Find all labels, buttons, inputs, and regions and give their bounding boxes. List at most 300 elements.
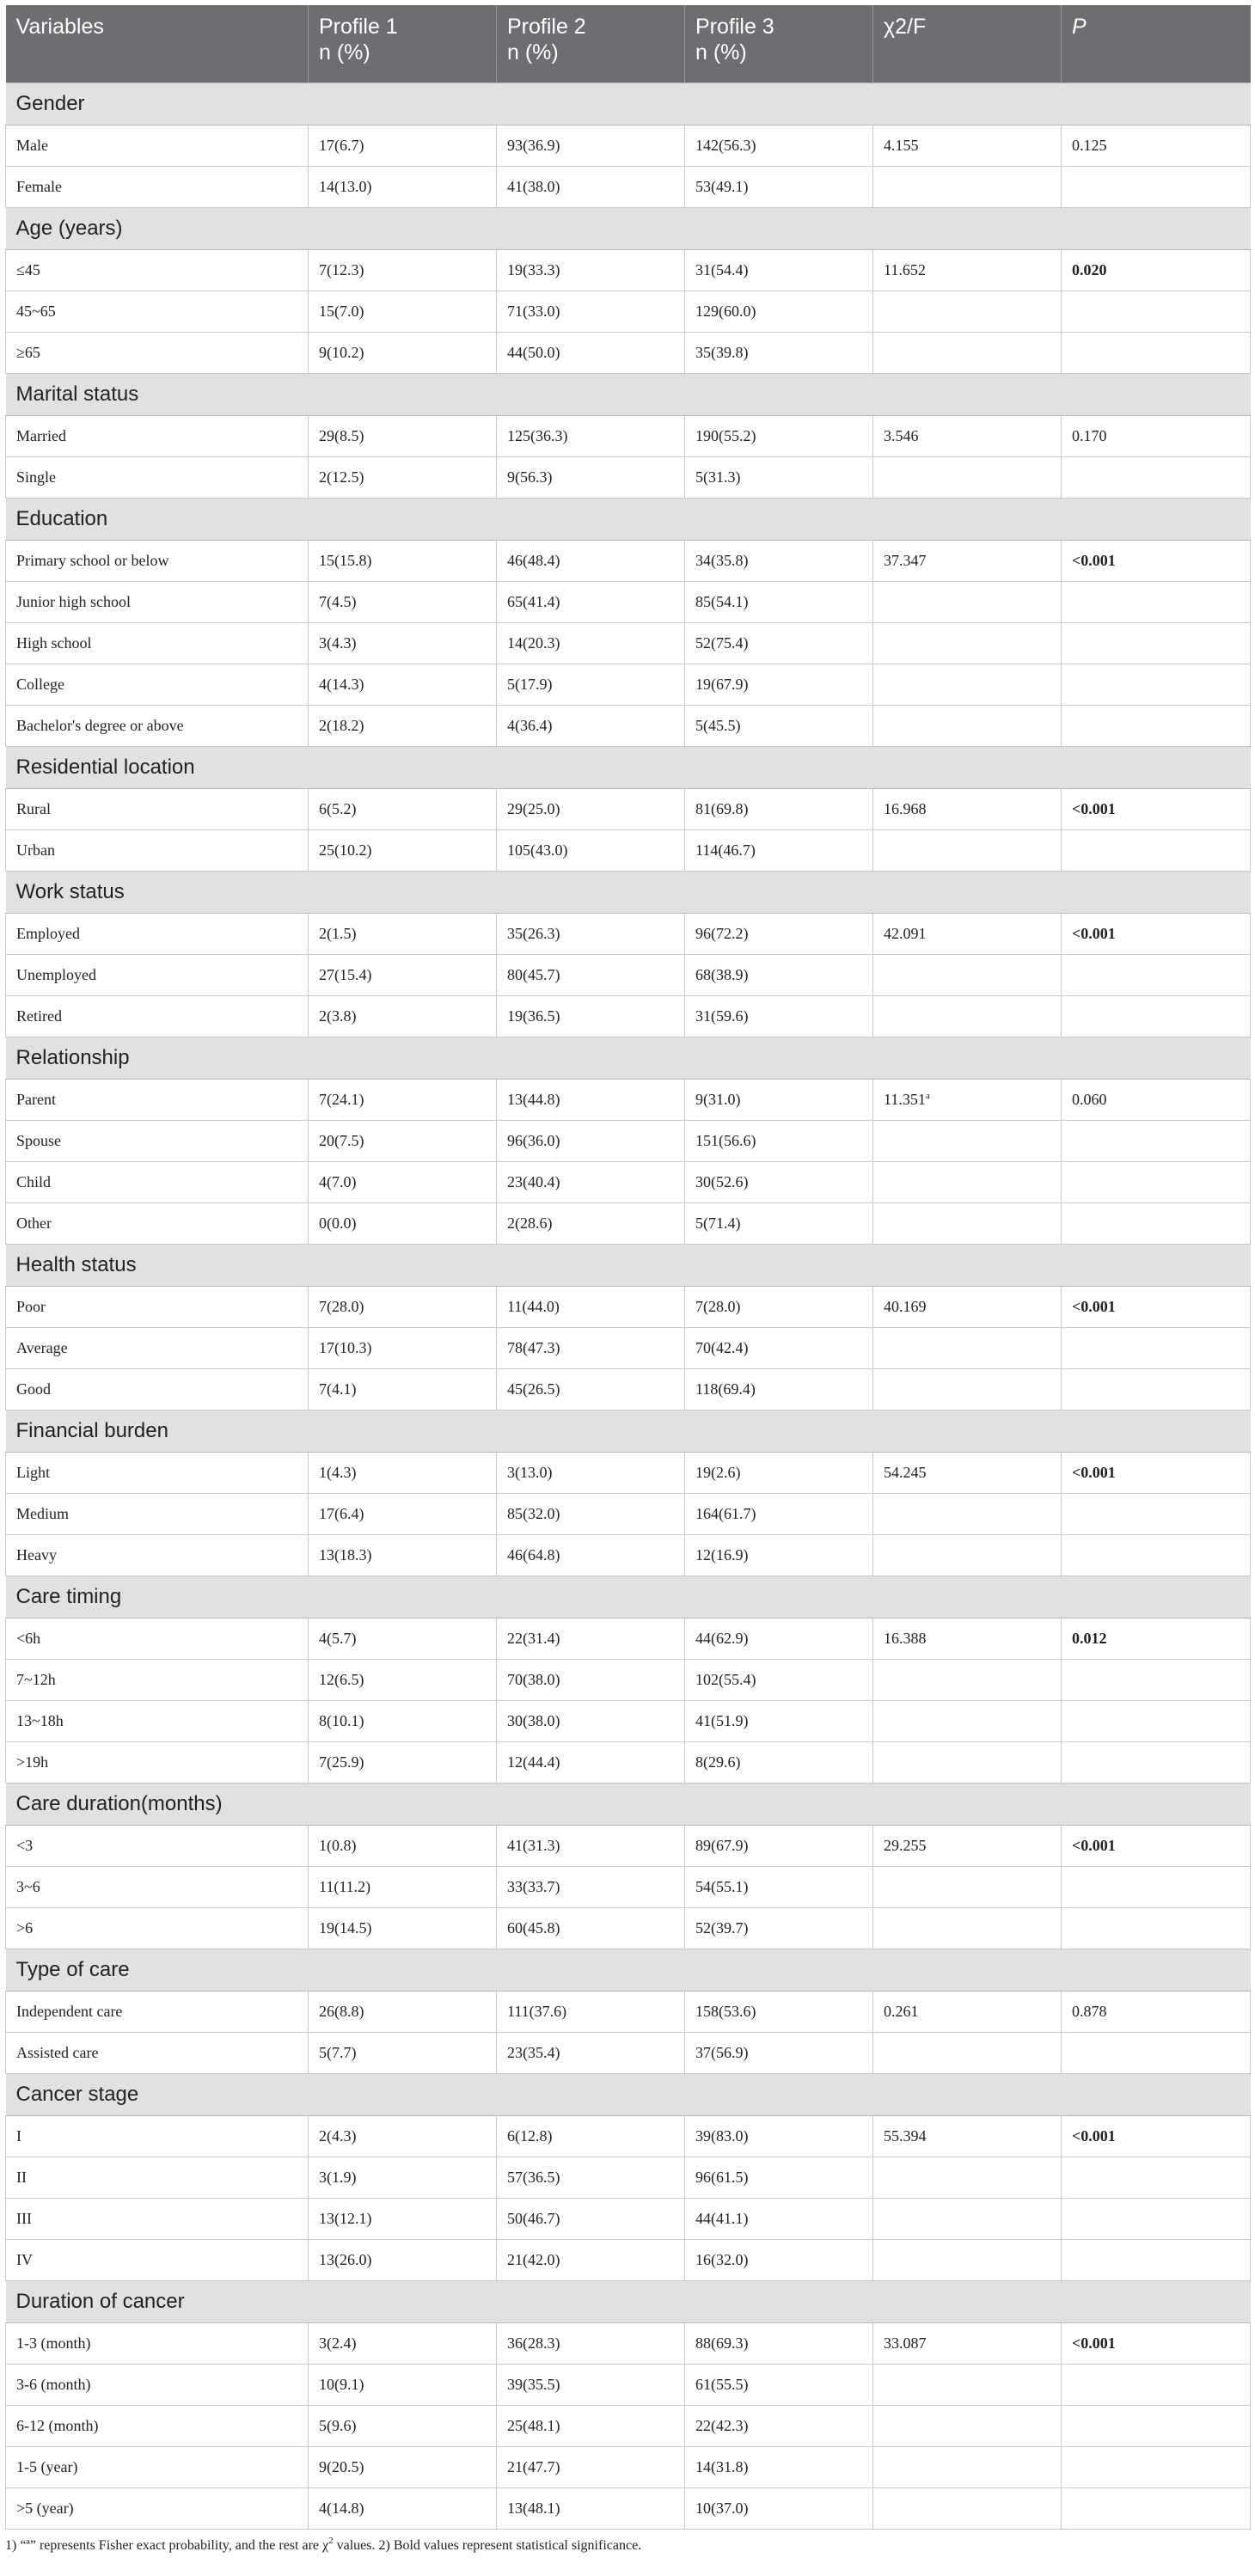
table-row	[6, 2033, 1251, 2074]
profile-2-value: 19(36.5)	[497, 996, 685, 1037]
profile-3-value: 89(67.9)	[685, 1826, 873, 1867]
row-label: High school	[6, 623, 309, 664]
chi2-f-text: 0.261	[884, 2003, 919, 2020]
p-value: 0.020	[1062, 250, 1251, 291]
p-value: 0.060	[1062, 1080, 1251, 1121]
chi2-f-value	[873, 664, 1062, 706]
row-label: Parent	[6, 1080, 309, 1121]
table-row	[6, 955, 1251, 996]
chi2-f-value	[873, 996, 1062, 1037]
chi2-f-value	[873, 1369, 1062, 1410]
group-title: Health status	[6, 1245, 1251, 1287]
table-row	[6, 1080, 1251, 1121]
p-value: 0.170	[1062, 416, 1251, 457]
profile-3-value: 158(53.6)	[685, 1992, 873, 2033]
row-label: 6-12 (month)	[6, 2406, 309, 2447]
chi2-f-value	[873, 1867, 1062, 1908]
profile-1-value: 2(1.5)	[309, 914, 497, 955]
chi2-f-value	[873, 582, 1062, 623]
table-row	[6, 1701, 1251, 1742]
chi2-f-value	[873, 789, 1062, 830]
p-value: <0.001	[1062, 914, 1251, 955]
profile-2-value: 80(45.7)	[497, 955, 685, 996]
profile-2-value: 25(48.1)	[497, 2406, 685, 2447]
profile-1-value: 13(18.3)	[309, 1535, 497, 1576]
profile-1-value: 6(5.2)	[309, 789, 497, 830]
profile-2-value: 71(33.0)	[497, 291, 685, 333]
profile-1-value: 8(10.1)	[309, 1701, 497, 1742]
table-row	[6, 1742, 1251, 1784]
profile-3-value: 70(42.4)	[685, 1328, 873, 1369]
p-value	[1062, 955, 1251, 996]
table-row	[6, 1369, 1251, 1410]
p-value: <0.001	[1062, 1287, 1251, 1328]
chi2-f-value	[873, 830, 1062, 872]
profile-3-value: 151(56.6)	[685, 1121, 873, 1162]
profile-3-value: 52(75.4)	[685, 623, 873, 664]
row-label: Light	[6, 1453, 309, 1494]
chi2-f-text: 55.394	[884, 2127, 927, 2145]
profile-1-value: 17(6.4)	[309, 1494, 497, 1535]
profile-2-value: 65(41.4)	[497, 582, 685, 623]
profile-1-value: 13(26.0)	[309, 2240, 497, 2281]
profile-1-value: 5(9.6)	[309, 2406, 497, 2447]
profile-3-value: 39(83.0)	[685, 2116, 873, 2157]
row-label: >19h	[6, 1742, 309, 1784]
p-value: <0.001	[1062, 1453, 1251, 1494]
table-row	[6, 1494, 1251, 1535]
group-header-row	[6, 374, 1251, 416]
group-header-row	[6, 499, 1251, 541]
chi2-f-value	[873, 955, 1062, 996]
profile-2-value: 19(33.3)	[497, 250, 685, 291]
chi2-f-text: 11.652	[884, 261, 926, 278]
p-value	[1062, 2157, 1251, 2199]
group-header-row	[6, 1784, 1251, 1826]
chi2-f-value	[873, 1701, 1062, 1742]
chi2-f-value	[873, 1742, 1062, 1784]
group-title: Age (years)	[6, 208, 1251, 250]
profile-3-value: 19(2.6)	[685, 1453, 873, 1494]
chi2-f-text: 33.087	[884, 2334, 927, 2352]
profile-2-value: 41(38.0)	[497, 167, 685, 208]
table-row	[6, 333, 1251, 374]
group-title: Work status	[6, 872, 1251, 914]
profile-1-value: 25(10.2)	[309, 830, 497, 872]
profile-2-value: 13(48.1)	[497, 2488, 685, 2530]
row-label: Good	[6, 1369, 309, 1410]
profile-1-value: 13(12.1)	[309, 2199, 497, 2240]
profile-1-value: 3(2.4)	[309, 2323, 497, 2365]
header-profile-1: Profile 1 n (%)	[309, 5, 497, 83]
chi2-f-value	[873, 333, 1062, 374]
group-header-row	[6, 208, 1251, 250]
profile-2-value: 45(26.5)	[497, 1369, 685, 1410]
p-value	[1062, 167, 1251, 208]
p-value	[1062, 2365, 1251, 2406]
row-label: Average	[6, 1328, 309, 1369]
p-value	[1062, 1701, 1251, 1742]
row-label: 3~6	[6, 1867, 309, 1908]
table-row	[6, 1618, 1251, 1660]
chi2-f-text: 42.091	[884, 925, 927, 942]
row-label: Employed	[6, 914, 309, 955]
profile-2-value: 33(33.7)	[497, 1867, 685, 1908]
table-row	[6, 623, 1251, 664]
profile-3-value: 8(29.6)	[685, 1742, 873, 1784]
chi2-f-text: 54.245	[884, 1464, 927, 1481]
table-row	[6, 706, 1251, 747]
profile-1-value: 7(25.9)	[309, 1742, 497, 1784]
profile-1-value: 7(24.1)	[309, 1080, 497, 1121]
profile-1-value: 9(10.2)	[309, 333, 497, 374]
profile-2-value: 60(45.8)	[497, 1908, 685, 1949]
chi2-f-value	[873, 2406, 1062, 2447]
header-profile-3: Profile 3 n (%)	[685, 5, 873, 83]
p-value: <0.001	[1062, 2116, 1251, 2157]
row-label: Urban	[6, 830, 309, 872]
row-label: I	[6, 2116, 309, 2157]
chi2-f-text: 40.169	[884, 1298, 927, 1315]
row-label: Independent care	[6, 1992, 309, 2033]
row-label: 3-6 (month)	[6, 2365, 309, 2406]
chi2-f-value	[873, 2447, 1062, 2488]
p-value	[1062, 664, 1251, 706]
profile-1-value: 29(8.5)	[309, 416, 497, 457]
profile-1-value: 7(28.0)	[309, 1287, 497, 1328]
profile-3-value: 61(55.5)	[685, 2365, 873, 2406]
chi2-f-value	[873, 291, 1062, 333]
profile-3-value: 34(35.8)	[685, 541, 873, 582]
header-variables: Variables	[6, 5, 309, 83]
profile-1-value: 2(4.3)	[309, 2116, 497, 2157]
p-value	[1062, 1369, 1251, 1410]
group-title: Gender	[6, 83, 1251, 125]
group-header-row	[6, 2074, 1251, 2116]
p-value: <0.001	[1062, 2323, 1251, 2365]
profile-3-value: 10(37.0)	[685, 2488, 873, 2530]
profile-1-value: 0(0.0)	[309, 1203, 497, 1245]
fisher-marker: a	[925, 1091, 930, 1101]
chi2-f-value	[873, 1453, 1062, 1494]
profile-1-value: 10(9.1)	[309, 2365, 497, 2406]
row-label: Female	[6, 167, 309, 208]
chi2-f-text: 4.155	[884, 137, 919, 154]
chi2-f-text: 11.351	[884, 1091, 926, 1108]
group-header-row	[6, 1576, 1251, 1618]
profile-3-value: 37(56.9)	[685, 2033, 873, 2074]
p-value	[1062, 1908, 1251, 1949]
row-label: II	[6, 2157, 309, 2199]
results-table	[5, 5, 1251, 2530]
table-row	[6, 2323, 1251, 2365]
profile-3-value: 41(51.9)	[685, 1701, 873, 1742]
profile-2-value: 6(12.8)	[497, 2116, 685, 2157]
profile-2-value: 70(38.0)	[497, 1660, 685, 1701]
row-label: Retired	[6, 996, 309, 1037]
table-row	[6, 1867, 1251, 1908]
profile-1-value: 27(15.4)	[309, 955, 497, 996]
chi2-f-value	[873, 250, 1062, 291]
p-value: <0.001	[1062, 541, 1251, 582]
profile-1-value: 3(4.3)	[309, 623, 497, 664]
profile-1-value: 4(7.0)	[309, 1162, 497, 1203]
profile-1-value: 1(4.3)	[309, 1453, 497, 1494]
profile-3-value: 5(45.5)	[685, 706, 873, 747]
header-p: P	[1062, 5, 1251, 83]
chi2-f-value	[873, 2323, 1062, 2365]
p-value	[1062, 706, 1251, 747]
chi2-f-value	[873, 2033, 1062, 2074]
profile-1-value: 1(0.8)	[309, 1826, 497, 1867]
p-value: <0.001	[1062, 789, 1251, 830]
profile-3-value: 68(38.9)	[685, 955, 873, 996]
profile-2-value: 46(64.8)	[497, 1535, 685, 1576]
table-row	[6, 996, 1251, 1037]
row-label: Married	[6, 416, 309, 457]
row-label: Child	[6, 1162, 309, 1203]
chi2-f-value	[873, 1203, 1062, 1245]
profile-3-value: 81(69.8)	[685, 789, 873, 830]
chi2-f-text: 37.347	[884, 552, 927, 569]
p-value: 0.125	[1062, 125, 1251, 167]
group-title: Relationship	[6, 1037, 1251, 1080]
profile-1-value: 4(5.7)	[309, 1618, 497, 1660]
p-value	[1062, 996, 1251, 1037]
row-label: III	[6, 2199, 309, 2240]
profile-2-value: 23(35.4)	[497, 2033, 685, 2074]
chi2-f-value	[873, 1328, 1062, 1369]
profile-3-value: 142(56.3)	[685, 125, 873, 167]
table-row	[6, 2240, 1251, 2281]
group-header-row	[6, 1949, 1251, 1992]
table-row	[6, 1203, 1251, 1245]
chi2-f-value	[873, 167, 1062, 208]
profile-2-value: 2(28.6)	[497, 1203, 685, 1245]
p-value	[1062, 1535, 1251, 1576]
p-value	[1062, 2033, 1251, 2074]
p-value	[1062, 291, 1251, 333]
group-header-row	[6, 1410, 1251, 1453]
profile-2-value: 22(31.4)	[497, 1618, 685, 1660]
profile-1-value: 4(14.8)	[309, 2488, 497, 2530]
table-row	[6, 416, 1251, 457]
p-value	[1062, 1121, 1251, 1162]
row-label: Male	[6, 125, 309, 167]
chi2-f-text: 29.255	[884, 1837, 927, 1854]
chi2-f-value	[873, 1080, 1062, 1121]
table-row	[6, 1162, 1251, 1203]
table-row	[6, 457, 1251, 499]
table-row	[6, 2488, 1251, 2530]
row-label: 1-3 (month)	[6, 2323, 309, 2365]
profile-2-value: 36(28.3)	[497, 2323, 685, 2365]
profile-1-value: 17(6.7)	[309, 125, 497, 167]
profile-3-value: 129(60.0)	[685, 291, 873, 333]
p-value	[1062, 1494, 1251, 1535]
profile-3-value: 118(69.4)	[685, 1369, 873, 1410]
p-value	[1062, 2199, 1251, 2240]
row-label: Heavy	[6, 1535, 309, 1576]
profile-3-value: 190(55.2)	[685, 416, 873, 457]
profile-3-value: 31(59.6)	[685, 996, 873, 1037]
profile-2-value: 9(56.3)	[497, 457, 685, 499]
p-value	[1062, 1162, 1251, 1203]
p-value: 0.012	[1062, 1618, 1251, 1660]
profile-1-value: 11(11.2)	[309, 1867, 497, 1908]
table-row	[6, 1992, 1251, 2033]
profile-1-value: 15(7.0)	[309, 291, 497, 333]
chi2-f-value	[873, 1535, 1062, 1576]
profile-3-value: 7(28.0)	[685, 1287, 873, 1328]
row-label: IV	[6, 2240, 309, 2281]
p-value	[1062, 582, 1251, 623]
profile-1-value: 2(12.5)	[309, 457, 497, 499]
profile-2-value: 41(31.3)	[497, 1826, 685, 1867]
chi2-f-value	[873, 706, 1062, 747]
table-row	[6, 1121, 1251, 1162]
profile-1-value: 26(8.8)	[309, 1992, 497, 2033]
profile-3-value: 5(31.3)	[685, 457, 873, 499]
p-value	[1062, 1742, 1251, 1784]
row-label: Unemployed	[6, 955, 309, 996]
p-value	[1062, 2406, 1251, 2447]
chi2-f-value	[873, 1660, 1062, 1701]
p-value	[1062, 2488, 1251, 2530]
table-row	[6, 125, 1251, 167]
group-title: Care duration(months)	[6, 1784, 1251, 1826]
row-label: 45~65	[6, 291, 309, 333]
profile-1-value: 20(7.5)	[309, 1121, 497, 1162]
table-row	[6, 2447, 1251, 2488]
group-title: Type of care	[6, 1949, 1251, 1992]
profile-3-value: 5(71.4)	[685, 1203, 873, 1245]
table-row	[6, 167, 1251, 208]
table-row	[6, 664, 1251, 706]
profile-2-value: 39(35.5)	[497, 2365, 685, 2406]
row-label: Assisted care	[6, 2033, 309, 2074]
profile-2-value: 5(17.9)	[497, 664, 685, 706]
table-row	[6, 2157, 1251, 2199]
chi2-f-value	[873, 1162, 1062, 1203]
p-value	[1062, 1203, 1251, 1245]
table-row	[6, 830, 1251, 872]
profile-3-value: 16(32.0)	[685, 2240, 873, 2281]
profile-3-value: 9(31.0)	[685, 1080, 873, 1121]
group-title: Residential location	[6, 747, 1251, 789]
profile-2-value: 14(20.3)	[497, 623, 685, 664]
p-value: 0.878	[1062, 1992, 1251, 2033]
row-label: 7~12h	[6, 1660, 309, 1701]
table-row	[6, 1535, 1251, 1576]
profile-2-value: 105(43.0)	[497, 830, 685, 872]
header-profile-2: Profile 2 n (%)	[497, 5, 685, 83]
table-body	[6, 83, 1251, 2530]
p-value	[1062, 1867, 1251, 1908]
group-header-row	[6, 1037, 1251, 1080]
profile-2-value: 35(26.3)	[497, 914, 685, 955]
profile-1-value: 19(14.5)	[309, 1908, 497, 1949]
table-row	[6, 1826, 1251, 1867]
profile-2-value: 12(44.4)	[497, 1742, 685, 1784]
chi2-f-value	[873, 1494, 1062, 1535]
row-label: Medium	[6, 1494, 309, 1535]
table-row	[6, 1908, 1251, 1949]
profile-1-value: 2(18.2)	[309, 706, 497, 747]
table-row	[6, 1660, 1251, 1701]
profile-2-value: 111(37.6)	[497, 1992, 685, 2033]
p-value	[1062, 2240, 1251, 2281]
profile-3-value: 44(41.1)	[685, 2199, 873, 2240]
table-footnote: 1) “ª” represents Fisher exact probability, and the rest are $\chi^2$ values. 2) Bold values represent statistical significance.	[5, 2536, 642, 2553]
table-row	[6, 291, 1251, 333]
group-title: Cancer stage	[6, 2074, 1251, 2116]
profile-1-value: 7(4.1)	[309, 1369, 497, 1410]
row-label: <6h	[6, 1618, 309, 1660]
profile-2-value: 23(40.4)	[497, 1162, 685, 1203]
profile-2-value: 3(13.0)	[497, 1453, 685, 1494]
group-header-row	[6, 747, 1251, 789]
profile-3-value: 22(42.3)	[685, 2406, 873, 2447]
chi2-f-value	[873, 1618, 1062, 1660]
p-value	[1062, 623, 1251, 664]
table-row	[6, 789, 1251, 830]
profile-2-value: 96(36.0)	[497, 1121, 685, 1162]
profile-3-value: 53(49.1)	[685, 167, 873, 208]
profile-3-value: 30(52.6)	[685, 1162, 873, 1203]
profile-2-value: 30(38.0)	[497, 1701, 685, 1742]
table-row	[6, 541, 1251, 582]
row-label: Junior high school	[6, 582, 309, 623]
chi2-f-value	[873, 416, 1062, 457]
profile-2-value: 29(25.0)	[497, 789, 685, 830]
group-title: Education	[6, 499, 1251, 541]
chi2-f-text: 16.968	[884, 800, 927, 817]
row-label: Rural	[6, 789, 309, 830]
chi2-f-value	[873, 457, 1062, 499]
profile-2-value: 50(46.7)	[497, 2199, 685, 2240]
row-label: Single	[6, 457, 309, 499]
p-value	[1062, 830, 1251, 872]
chi2-f-text: 16.388	[884, 1630, 927, 1647]
p-value	[1062, 333, 1251, 374]
profile-1-value: 7(12.3)	[309, 250, 497, 291]
table-row	[6, 582, 1251, 623]
group-title: Marital status	[6, 374, 1251, 416]
profile-2-value: 11(44.0)	[497, 1287, 685, 1328]
profile-3-value: 102(55.4)	[685, 1660, 873, 1701]
group-title: Duration of cancer	[6, 2281, 1251, 2323]
profile-3-value: 14(31.8)	[685, 2447, 873, 2488]
profile-1-value: 4(14.3)	[309, 664, 497, 706]
row-label: 13~18h	[6, 1701, 309, 1742]
p-value: <0.001	[1062, 1826, 1251, 1867]
p-value	[1062, 1328, 1251, 1369]
profile-3-value: 96(72.2)	[685, 914, 873, 955]
table-row	[6, 250, 1251, 291]
profile-3-value: 19(67.9)	[685, 664, 873, 706]
profile-3-value: 31(54.4)	[685, 250, 873, 291]
row-label: >6	[6, 1908, 309, 1949]
chi2-f-value	[873, 1992, 1062, 2033]
profile-2-value: 85(32.0)	[497, 1494, 685, 1535]
table-row	[6, 2199, 1251, 2240]
profile-1-value: 2(3.8)	[309, 996, 497, 1037]
table-row	[6, 2116, 1251, 2157]
profile-2-value: 46(48.4)	[497, 541, 685, 582]
profile-2-value: 21(42.0)	[497, 2240, 685, 2281]
chi2-f-value	[873, 1287, 1062, 1328]
